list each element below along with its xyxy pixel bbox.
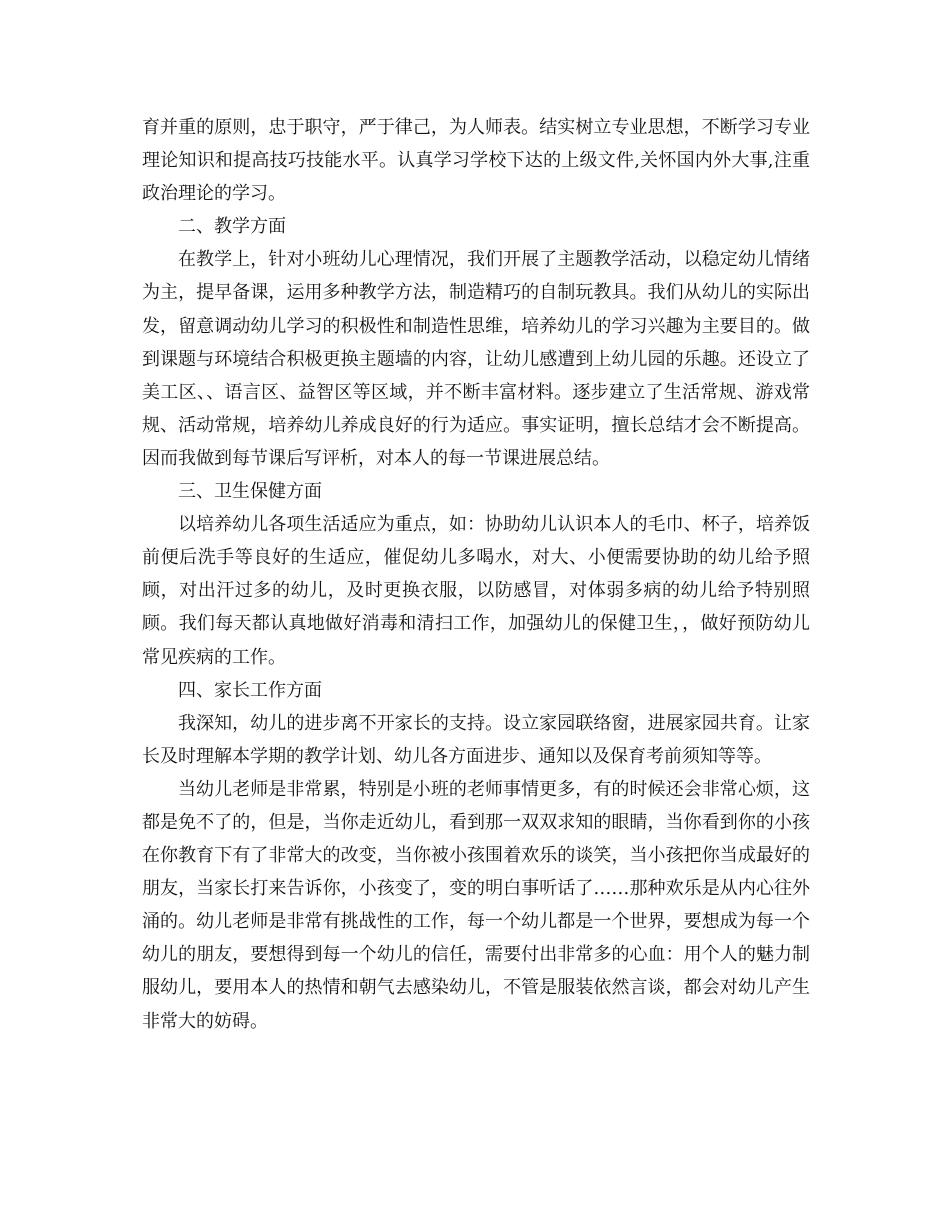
paragraph-parents: 我深知，幼儿的进步离不开家长的支持。设立家园联络窗，进展家园共育。让家长及时理解本学期的教学计划、幼儿各方面进步、通知以及保育考前须知等等。	[142, 712, 810, 767]
section-heading-health: 三、卫生保健方面	[178, 481, 322, 503]
paragraph-reflection: 当幼儿老师是非常累，特别是小班的老师事情更多，有的时候还会非常心烦，这都是免不了的，但是，当你走近幼儿，看到那一双双求知的眼睛，当你看到你的小孩在你教育下有了非常大的改变，当你被小孩围着欢乐的谈笑，当小孩把你当成最好的朋友，当家长打来告诉你，小孩变了，变的明白事听话了……那种欢乐是从内心往外涌的。幼儿老师是非常有挑战性的工作，每一个幼儿都是一个世界，要想成为每一个幼儿的朋友，要想得到每一个幼儿的信任，需要付出非常多的心血：用个人的魅力制服幼儿，要用本人的热情和朝气去感染幼儿，不管是服装依然言谈，都会对幼儿产生非常大的妨碍。	[142, 778, 810, 1032]
document-body	[142, 111, 810, 1038]
paragraph-continued: 育并重的原则，忠于职守，严于律己，为人师表。结实树立专业思想，不断学习专业理论知识和提高技巧技能水平。认真学习学校下达的上级文件,关怀国内外大事,注重政治理论的学习。	[142, 117, 810, 205]
paragraph-teaching: 在教学上，针对小班幼儿心理情况，我们开展了主题教学活动，以稳定幼儿情绪为主，提早备课，运用多种教学方法，制造精巧的自制玩教具。我们从幼儿的实际出发，留意调动幼儿学习的积极性和制造性思维，培养幼儿的学习兴趣为主要目的。做到课题与环境结合积极更换主题墙的内容，让幼儿感遭到上幼儿园的乐趣。还设立了美工区、、语言区、益智区等区域，并不断丰富材料。逐步建立了生活常规、游戏常规、活动常规，培养幼儿养成良好的行为适应。事实证明，擅长总结才会不断提高。因而我做到每节课后写评析，对本人的每一节课进展总结。	[142, 249, 810, 469]
paragraph-health: 以培养幼儿各项生活适应为重点，如：协助幼儿认识本人的毛巾、杯子，培养饭前便后洗手等良好的生适应，催促幼儿多喝水，对大、小便需要协助的幼儿给予照顾，对出汗过多的幼儿，及时更换衣服，以防感冒，对体弱多病的幼儿给予特别照顾。我们每天都认真地做好消毒和清扫工作，加强幼儿的保健卫生，，做好预防幼儿常见疾病的工作。	[142, 514, 810, 668]
section-heading-teaching: 二、教学方面	[178, 216, 286, 238]
section-heading-parents: 四、家长工作方面	[178, 679, 322, 701]
